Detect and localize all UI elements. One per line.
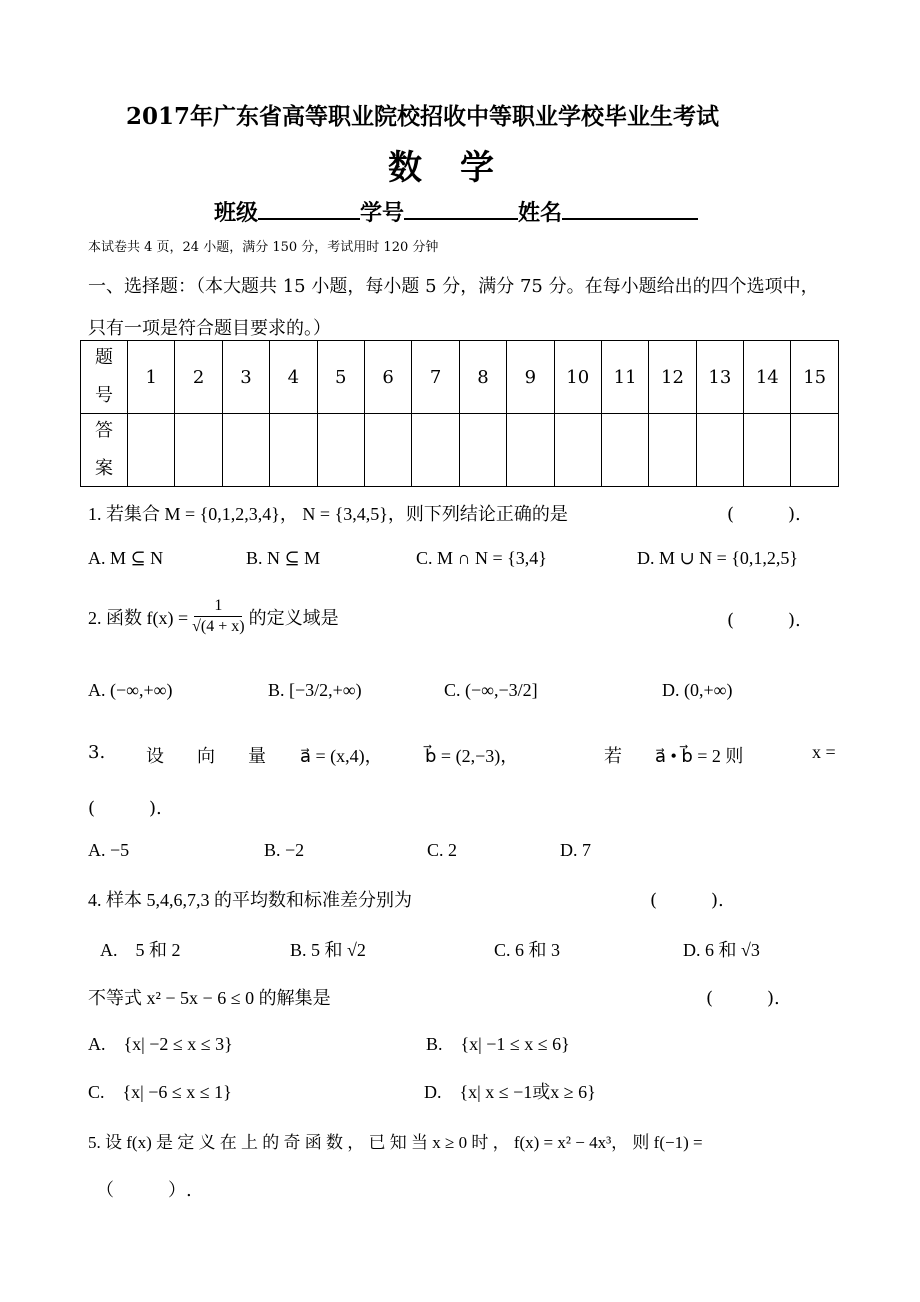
q3-option-b: B. −2 [264,840,305,860]
q2-option-c: C. (−∞,−3/2] [444,680,538,700]
qineq-option-b: B. {x| −1 ≤ x ≤ 6} [426,1034,570,1054]
class-label: 班级 [214,200,259,226]
question-number-cell: 11 [601,341,648,414]
answer-cell[interactable] [696,414,743,487]
answer-cell[interactable] [364,414,411,487]
class-blank[interactable] [258,198,360,220]
qineq-option-a: A. {x| −2 ≤ x ≤ 3} [88,1034,233,1054]
qineq-option-c: C. {x| −6 ≤ x ≤ 1} [88,1082,232,1102]
question-number-cell: 4 [270,341,317,414]
q2-stem [88,596,339,637]
q2-fraction [192,596,244,637]
answer-cell[interactable] [175,414,222,487]
question-number-cell: 1 [128,341,175,414]
question-number-cell: 14 [744,341,791,414]
answer-cell[interactable] [791,414,838,487]
q3-word-3: 量 [248,746,266,767]
q2-stem-post: 的定义域是 [248,607,339,628]
answer-cell[interactable] [270,414,317,487]
answer-cell[interactable] [554,414,601,487]
answer-row [81,414,839,487]
q3-word-2: 向 [197,746,215,767]
q1-bracket: ( ). [727,504,801,525]
q3-word-1: 设 [146,746,164,767]
q3-x-equals: x = [812,742,836,762]
answer-cell[interactable] [317,414,364,487]
q1-option-a: A. M ⊆ N [88,548,164,568]
q4-option-c: C. 6 和 3 [494,940,561,960]
q1-stem: 1. 若集合 M = {0,1,2,3,4}， N = {3,4,5}，则下列结论正确的是 [88,504,568,524]
question-number-cell: 3 [222,341,269,414]
q3-option-a: A. −5 [88,840,130,860]
answer-cell[interactable] [649,414,696,487]
q3-if: 若 [604,746,622,767]
q3-condition: a⃗ • b⃗ = 2 则 [655,746,744,766]
q5-stem: 5. 设 f(x) 是 定 义 在 上 的 奇 函 数 ， 已 知 当 x ≥ 0 时 ， f(x) = x² − 4x³， 则 f(−1) = [88,1133,703,1152]
name-blank[interactable] [562,198,698,220]
q2-option-a: A. (−∞,+∞) [88,680,173,700]
section1-heading-line1: 一、选择题：（本大题共 15 小题，每小题 5 分，满分 75 分。在每小题给出的四个选项中， [88,276,819,297]
q3-option-d: D. 7 [560,840,591,860]
answer-cell[interactable] [128,414,175,487]
row-header-answer: 答 案 [81,414,128,487]
question-number-cell: 9 [507,341,554,414]
q3-vector-b: b⃗ = (2,−3)， [425,746,519,766]
q2-option-b: B. [−3/2,+∞) [268,680,362,700]
question-number-cell: 6 [364,341,411,414]
q4-option-a: A. 5 和 2 [100,940,181,960]
q5-bracket: （ ）. [96,1180,192,1201]
row-header-question-number: 题 号 [81,341,128,414]
question-number-cell: 2 [175,341,222,414]
answer-cell[interactable] [601,414,648,487]
student-id-blank[interactable] [404,198,518,220]
question-number-row [81,341,839,414]
question-number-cell: 12 [649,341,696,414]
question-number-cell: 8 [459,341,506,414]
exam-title: 2017年广东省高等职业院校招收中等职业学校毕业生考试 [126,103,720,130]
answer-cell[interactable] [744,414,791,487]
question-number-cell: 5 [317,341,364,414]
question-number-cell: 10 [554,341,601,414]
question-number-cell: 15 [791,341,838,414]
answer-cell[interactable] [412,414,459,487]
exam-note: 本试卷共 4 页，24 小题，满分 150 分，考试用时 120 分钟 [88,240,439,255]
q2-option-d: D. (0,+∞) [662,680,733,700]
answer-cell[interactable] [459,414,506,487]
q3-vector-a: a⃗ = (x,4)， [300,746,383,766]
q3-option-c: C. 2 [427,840,458,860]
question-number-cell: 7 [412,341,459,414]
q4-stem: 4. 样本 5,4,6,7,3 的平均数和标准差分别为 [88,890,412,910]
q1-option-c: C. M ∩ N = {3,4} [416,548,547,568]
question-number-cell: 13 [696,341,743,414]
answer-cell[interactable] [507,414,554,487]
q2-denominator: √(4 + x) [192,618,245,635]
q2-stem-pre: 2. 函数 f(x) = [88,607,189,628]
q2-bracket: ( ). [727,610,801,631]
qineq-option-d: D. {x| x ≤ −1或x ≥ 6} [424,1082,596,1102]
q3-number: 3. [88,742,106,763]
q4-bracket: ( ). [650,890,724,911]
answer-table [80,340,839,487]
q1-option-b: B. N ⊆ M [246,548,321,568]
student-id-label: 学号 [360,200,405,226]
name-label: 姓名 [518,200,563,226]
student-info-line [214,196,698,227]
q4-option-b: B. 5 和 √2 [290,940,366,960]
qineq-bracket: ( ). [706,988,780,1009]
q3-bracket: ( ). [88,798,162,819]
answer-cell[interactable] [222,414,269,487]
subject-title: 数 学 [388,148,496,188]
q1-option-d: D. M ∪ N = {0,1,2,5} [637,548,799,568]
q2-numerator: 1 [214,597,223,614]
qineq-stem: 不等式 x² − 5x − 6 ≤ 0 的解集是 [88,988,331,1008]
q4-option-d: D. 6 和 √3 [683,940,760,960]
section1-heading-line2: 只有一项是符合题目要求的。） [88,318,331,339]
